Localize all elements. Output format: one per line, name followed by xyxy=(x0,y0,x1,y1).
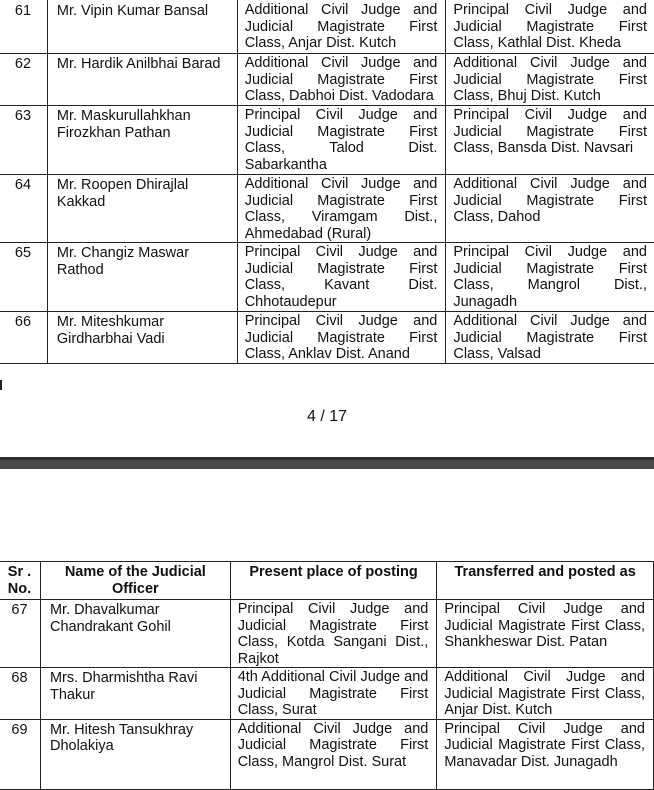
transferred-posting: Additional Civil Judge and Judicial Magistrate First Class, Bhuj Dist. Kutch xyxy=(446,54,654,106)
officer-name: Mr. Miteshkumar Girdharbhai Vadi xyxy=(47,312,237,364)
table-row xyxy=(0,719,654,789)
present-posting: Principal Civil Judge and Judicial Magistrate First Class, Kotda Sangani Dist., Rajkot xyxy=(230,600,437,668)
header-sr-no: Sr . No. xyxy=(0,562,40,600)
transfer-table-continued xyxy=(0,0,654,364)
officer-name: Mr. Changiz Maswar Rathod xyxy=(47,243,237,312)
table-row xyxy=(0,668,654,720)
sr-number: 68 xyxy=(0,668,40,720)
margin-mark xyxy=(0,380,2,390)
transfer-table xyxy=(0,561,654,790)
table-row xyxy=(0,106,654,175)
present-posting: 4th Additional Civil Judge and Judicial Magistrate First Class, Surat xyxy=(230,668,437,720)
table-row xyxy=(0,175,654,243)
sr-number: 63 xyxy=(0,106,47,175)
present-posting: Additional Civil Judge and Judicial Magistrate First Class, Anjar Dist. Kutch xyxy=(237,0,446,54)
transferred-posting: Additional Civil Judge and Judicial Magistrate First Class, Valsad xyxy=(446,312,654,364)
table-header-row xyxy=(0,562,654,600)
officer-name: Mr. Maskurullahkhan Firozkhan Pathan xyxy=(47,106,237,175)
sr-number: 61 xyxy=(0,0,47,54)
header-present-posting: Present place of posting xyxy=(230,562,437,600)
sr-number: 67 xyxy=(0,600,40,668)
table-row xyxy=(0,243,654,312)
table-row xyxy=(0,600,654,668)
transferred-posting: Additional Civil Judge and Judicial Magistrate First Class, Dahod xyxy=(446,175,654,243)
transferred-posting: Principal Civil Judge and Judicial Magistrate First Class, Mangrol Dist., Junagadh xyxy=(446,243,654,312)
sr-number: 64 xyxy=(0,175,47,243)
sr-number: 62 xyxy=(0,54,47,106)
page-separator xyxy=(0,457,654,469)
table-row xyxy=(0,312,654,364)
present-posting: Additional Civil Judge and Judicial Magistrate First Class, Viramgam Dist., Ahmedabad (Rural) xyxy=(237,175,446,243)
sr-number: 65 xyxy=(0,243,47,312)
table-row xyxy=(0,0,654,54)
present-posting: Principal Civil Judge and Judicial Magistrate First Class, Kavant Dist. Chhotaudepur xyxy=(237,243,446,312)
transferred-posting: Additional Civil Judge and Judicial Magistrate First Class, Anjar Dist. Kutch xyxy=(437,668,654,720)
officer-name: Mr. Dhavalkumar Chandrakant Gohil xyxy=(40,600,230,668)
officer-name: Mr. Roopen Dhirajlal Kakkad xyxy=(47,175,237,243)
officer-name: Mr. Hitesh Tansukhray Dholakiya xyxy=(40,719,230,789)
sr-number: 66 xyxy=(0,312,47,364)
present-posting: Additional Civil Judge and Judicial Magistrate First Class, Dabhoi Dist. Vadodara xyxy=(237,54,446,106)
officer-name: Mr. Vipin Kumar Bansal xyxy=(47,0,237,54)
transferred-posting: Principal Civil Judge and Judicial Magistrate First Class, Bansda Dist. Navsari xyxy=(446,106,654,175)
table-row xyxy=(0,54,654,106)
transferred-posting: Principal Civil Judge and Judicial Magistrate First Class, Kathlal Dist. Kheda xyxy=(446,0,654,54)
present-posting: Additional Civil Judge and Judicial Magistrate First Class, Mangrol Dist. Surat xyxy=(230,719,437,789)
present-posting: Principal Civil Judge and Judicial Magistrate First Class, Talod Dist. Sabarkantha xyxy=(237,106,446,175)
officer-name: Mrs. Dharmishtha Ravi Thakur xyxy=(40,668,230,720)
page-number: 4 / 17 xyxy=(306,408,348,425)
sr-number: 69 xyxy=(0,719,40,789)
transferred-posting: Principal Civil Judge and Judicial Magistrate First Class, Manavadar Dist. Junagadh xyxy=(437,719,654,789)
pdf-page-5 xyxy=(0,469,654,783)
transferred-posting: Principal Civil Judge and Judicial Magistrate First Class, Shankheswar Dist. Patan xyxy=(437,600,654,668)
officer-name: Mr. Hardik Anilbhai Barad xyxy=(47,54,237,106)
header-officer-name: Name of the Judicial Officer xyxy=(40,562,230,600)
present-posting: Principal Civil Judge and Judicial Magistrate First Class, Anklav Dist. Anand xyxy=(237,312,446,364)
header-transferred-posting: Transferred and posted as xyxy=(437,562,654,600)
